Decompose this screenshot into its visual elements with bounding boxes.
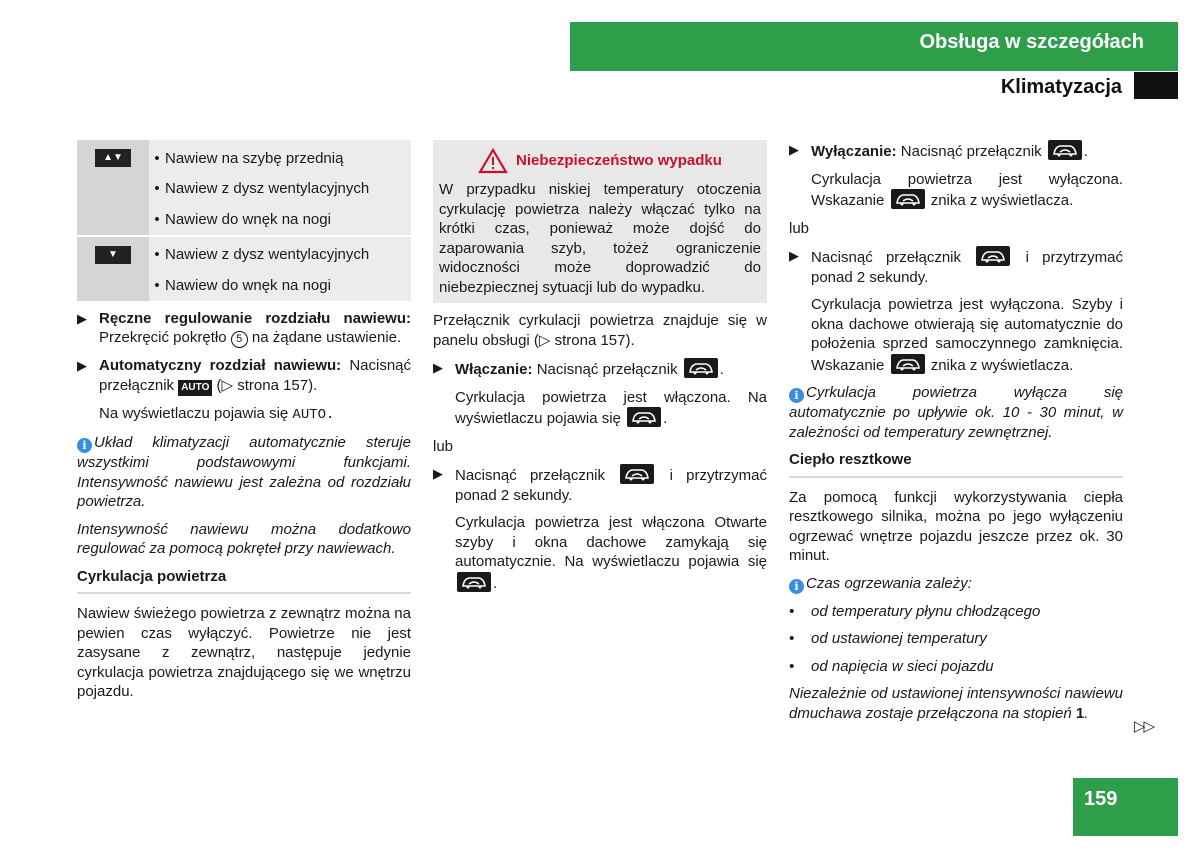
info-icon: i	[77, 438, 92, 453]
recirculation-icon	[976, 246, 1010, 266]
list-item: • od ustawionej temperatury	[789, 630, 987, 647]
recirculation-icon	[684, 358, 718, 378]
list-item: • od temperatury płynu chłodzącego	[789, 602, 1041, 620]
section-paragraph: Za pomocą funkcji wykorzystywania ciepła resztkowego silnika, można po jego wyłączeniu ogrzewać wnętrze pojazdu jeszcze przez ok. 30 minut.	[789, 488, 1123, 564]
section-title: Obsługa w szczegółach	[919, 31, 1144, 53]
up-down-arrows-icon: ▲▼	[95, 149, 131, 167]
recirc-hold-step: ▶ Nacisnąć przełącznik i przytrzymać ponad 2 sekundy.	[433, 464, 767, 505]
knob-number-icon: 5	[231, 331, 248, 348]
auto-button-icon: AUTO	[178, 380, 212, 396]
list-item: • Nawiew z dysz wentylacyjnych	[154, 246, 370, 263]
column-1	[77, 140, 411, 710]
recirculation-icon	[891, 189, 925, 209]
step-arrow-icon	[789, 140, 811, 162]
display-note: Na wyświetlaczu pojawia się AUTO.	[99, 404, 335, 423]
recirc-off-hold-result: Cyrkulacja powietrza jest wyłączona. Szyby i okna dachowe otwierają się automatycznie do położenia sprzed samoczynnego zamknięcia. Wskazanie znika z wyświetlacza.	[811, 296, 1123, 374]
final-note: Niezależnie od ustawionej intensywności nawiewu dmuchawa zostaje przełączona na stopień 1.	[789, 685, 1123, 722]
subsection-title: Klimatyzacja	[1000, 76, 1122, 98]
table-row	[77, 140, 411, 235]
warning-text: W przypadku niskiej temperatury otoczenia cyrkulację powietrza należy włączać tylko na krótki czas, ponieważ może dojść do zaparowania szyb, tożeż ograniczenie widoczności może doprowadzić do niebezpiecznej sytuacji lub do wypadku.	[439, 181, 761, 296]
info-icon: i	[789, 388, 804, 403]
info-note-2: Intensywność nawiewu można dodatkowo regulować za pomocą pokręteł przy nawiewach.	[77, 520, 411, 557]
recirc-off-result: Cyrkulacja powietrza jest wyłączona. Wskazanie znika z wyświetlacza.	[811, 170, 1123, 209]
section-paragraph: Nawiew świeżego powietrza z zewnątrz można na pewien czas wyłączyć. Powietrze nie jest zasysane z zewnątrz, następuje jedynie cyrkulacja powietrza znajdującego się we wnętrzu pojazdu.	[77, 605, 411, 700]
recirculation-icon	[620, 464, 654, 484]
subsection-marker	[1134, 72, 1178, 99]
page-number: 159	[1084, 788, 1118, 810]
step-arrow-icon	[77, 309, 99, 349]
list-item: • Nawiew na szybę przednią	[154, 149, 344, 167]
recirculation-icon	[891, 354, 925, 374]
list-item: • Nawiew z dysz wentylacyjnych	[154, 180, 370, 197]
list-item: • Nawiew do wnęk na nogi	[154, 276, 331, 294]
or-text: lub	[789, 219, 810, 237]
recirc-hold-result: Cyrkulacja powietrza jest włączona Otwarte szyby i okna dachowe zamykają się automatycznie. Na wyświetlaczu pojawia się .	[455, 514, 767, 592]
warning-title: Niebezpieczeństwo wypadku	[516, 152, 722, 170]
list-item: • od napięcia w sieci pojazdu	[789, 657, 994, 675]
column-3	[789, 140, 1123, 731]
recirculation-icon	[627, 407, 661, 427]
info-note-3: i Cyrkulacja powietrza wyłącza się automatycznie po upływie ok. 10 - 30 minut, w zależności od temperatury zewnętrznej.	[789, 384, 1123, 441]
info-icon: i	[789, 579, 804, 594]
recirc-on-result: Cyrkulacja powietrza jest włączona. Na wyświetlaczu pojawia się .	[455, 388, 767, 427]
warning-triangle-icon	[478, 148, 508, 174]
step-arrow-icon	[433, 358, 455, 380]
recirc-off-step: ▶ Wyłączanie: Nacisnąć przełącznik .	[789, 140, 1123, 162]
continue-arrows-icon: ▷▷	[1133, 718, 1153, 735]
or-text: lub	[433, 437, 454, 455]
column-2	[433, 140, 767, 601]
location-text: Przełącznik cyrkulacji powietrza znajduje się w panelu obsługi (▷ strona 157).	[433, 312, 767, 349]
info-note-4: i Czas ogrzewania zależy:	[789, 574, 1123, 594]
info-note: i Układ klimatyzacji automatycznie steruje wszystkimi podstawowymi funkcjami. Intensywność nawiewu jest zależna od rozdziału powietrza.	[77, 434, 411, 510]
recirculation-icon	[1048, 140, 1082, 160]
section-heading: Cyrkulacja powietrza	[77, 567, 411, 595]
step-arrow-icon	[789, 246, 811, 287]
step-arrow-icon	[77, 356, 99, 396]
manual-airflow-step: ▶ Ręczne regulowanie rozdziału nawiewu: Przekręcić pokrętło 5 na żądane ustawienie.	[77, 309, 411, 349]
down-arrow-icon: ▼	[95, 246, 131, 264]
section-heading: Ciepło resztkowe	[789, 450, 1123, 478]
recirc-off-hold-step: ▶ Nacisnąć przełącznik i przytrzymać ponad 2 sekundy.	[789, 246, 1123, 287]
list-item: • Nawiew do wnęk na nogi	[154, 210, 331, 228]
recirc-on-step: ▶ Włączanie: Nacisnąć przełącznik .	[433, 358, 767, 380]
warning-box	[433, 140, 767, 303]
auto-airflow-step: ▶ Automatyczny rozdział nawiewu: Nacisnąć przełącznik AUTO (▷ strona 157).	[77, 356, 411, 396]
table-row	[77, 235, 411, 301]
step-arrow-icon	[433, 464, 455, 505]
airflow-table	[77, 140, 411, 301]
recirculation-icon	[457, 572, 491, 592]
